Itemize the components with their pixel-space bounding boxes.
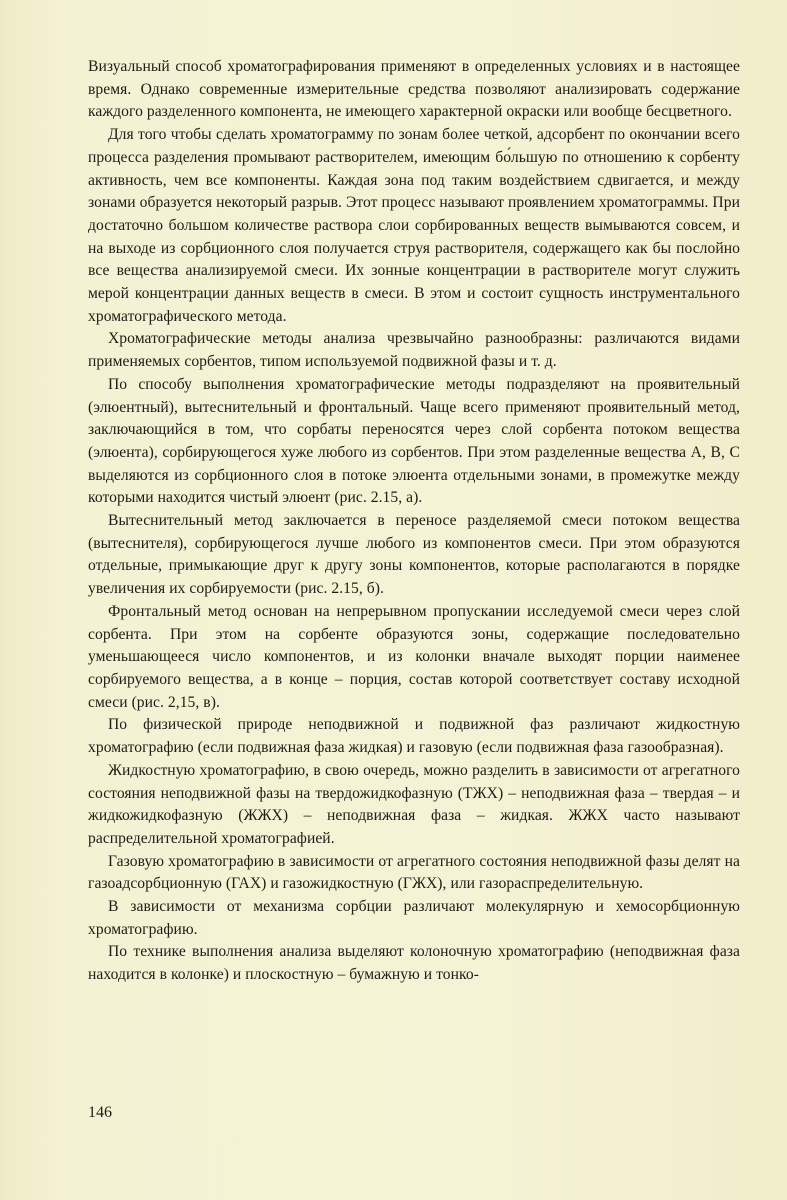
paragraph: Визуальный способ хроматографирования применяют в определенных условиях и в настоящее время. Однако современные измерительные средства позволяют анализировать содержание каждого разделенного компонента, не имеющего характерной окраски или вообще бесцветного. bbox=[88, 58, 740, 121]
page-number: 146 bbox=[88, 1104, 112, 1121]
paragraph: Вытеснительный метод заключается в переносе разделяемой смеси потоком вещества (вытеснителя), сорбирующегося лучше любого из компонентов смеси. При этом образуются отдельные, примыкающие друг к другу зоны компонентов, которые располагаются в порядке увеличения их сорбируемости (рис. 2.15, б). bbox=[88, 512, 740, 598]
paragraph: По физической природе неподвижной и подвижной фаз различают жидкостную хроматографию (если подвижная фаза жидкая) и газовую (если подвижная фаза газообразная). bbox=[88, 716, 740, 757]
paragraph: Фронтальный метод основан на непрерывном пропускании исследуемой смеси через слой сорбента. При этом на сорбенте образуются зоны, содержащие последовательно уменьшающееся число компонентов, и из колонки вначале выходят порции наименее сорбируемого вещества, а в конце – порция, состав которой соответствует составу исходной смеси (рис. 2,15, в). bbox=[88, 602, 740, 711]
paragraph: Жидкостную хроматографию, в свою очередь, можно разделить в зависимости от агрегатного состояния неподвижной фазы на твердожидкофазную (ТЖХ) – неподвижная фаза – твердая – и жидкожидкофазную (ЖЖХ) – неподвижная фаза – жидкая. ЖЖХ часто называют распределительной хроматографией. bbox=[88, 761, 740, 847]
paragraph: Хроматографические методы анализа чрезвычайно разнообразны: различаются видами применяемых сорбентов, типом используемой подвижной фазы и т. д. bbox=[88, 330, 740, 371]
paragraph: По способу выполнения хроматографические методы подразделяют на проявительный (элюентный), вытеснительный и фронтальный. Чаще всего применяют проявительный метод, заключающийся в том, что сорбаты переносятся через слой сорбента потоком вещества (элюента), сорбирующегося хуже любого из сорбентов. При этом разделенные вещества A, B, C выделяются из сорбционного слоя в потоке элюента отдельными зонами, в промежутке между которыми находится чистый элюент (рис. 2.15, а). bbox=[88, 375, 740, 507]
paragraph: В зависимости от механизма сорбции различают молекулярную и хемосорбционную хроматографию. bbox=[88, 898, 740, 938]
paragraph: Газовую хроматографию в зависимости от агрегатного состояния неподвижной фазы делят на газоадсорбционную (ГАХ) и газожидкостную (ГЖХ), или газораспределительную. bbox=[88, 852, 740, 893]
paragraph: По технике выполнения анализа выделяют колоночную хроматографию (неподвижная фаза находится в колонке) и плоскостную – бумажную и тонко- bbox=[88, 943, 740, 984]
paragraph: Для того чтобы сделать хроматограмму по зонам более четкой, адсорбент по окончании всего процесса разделения промывают растворителем, имеющим бо́льшую по отношению к сорбенту активность, чем все компоненты. Каждая зона под таким воздействием сдвигается, и между зонами образуется некоторый разрыв. Этот процесс называют проявлением хроматограммы. При достаточно большом количестве раствора слои сорбированных веществ вымываются совсем, и на выходе из сорбционного слоя получается струя растворителя, содержащего как бы послойно все вещества анализируемой смеси. Их зонные концентрации в растворителе могут служить мерой концентрации данных веществ в смеси. В этом и состоит сущность инструментального хроматографического метода. bbox=[88, 126, 740, 325]
body-text bbox=[88, 56, 740, 987]
